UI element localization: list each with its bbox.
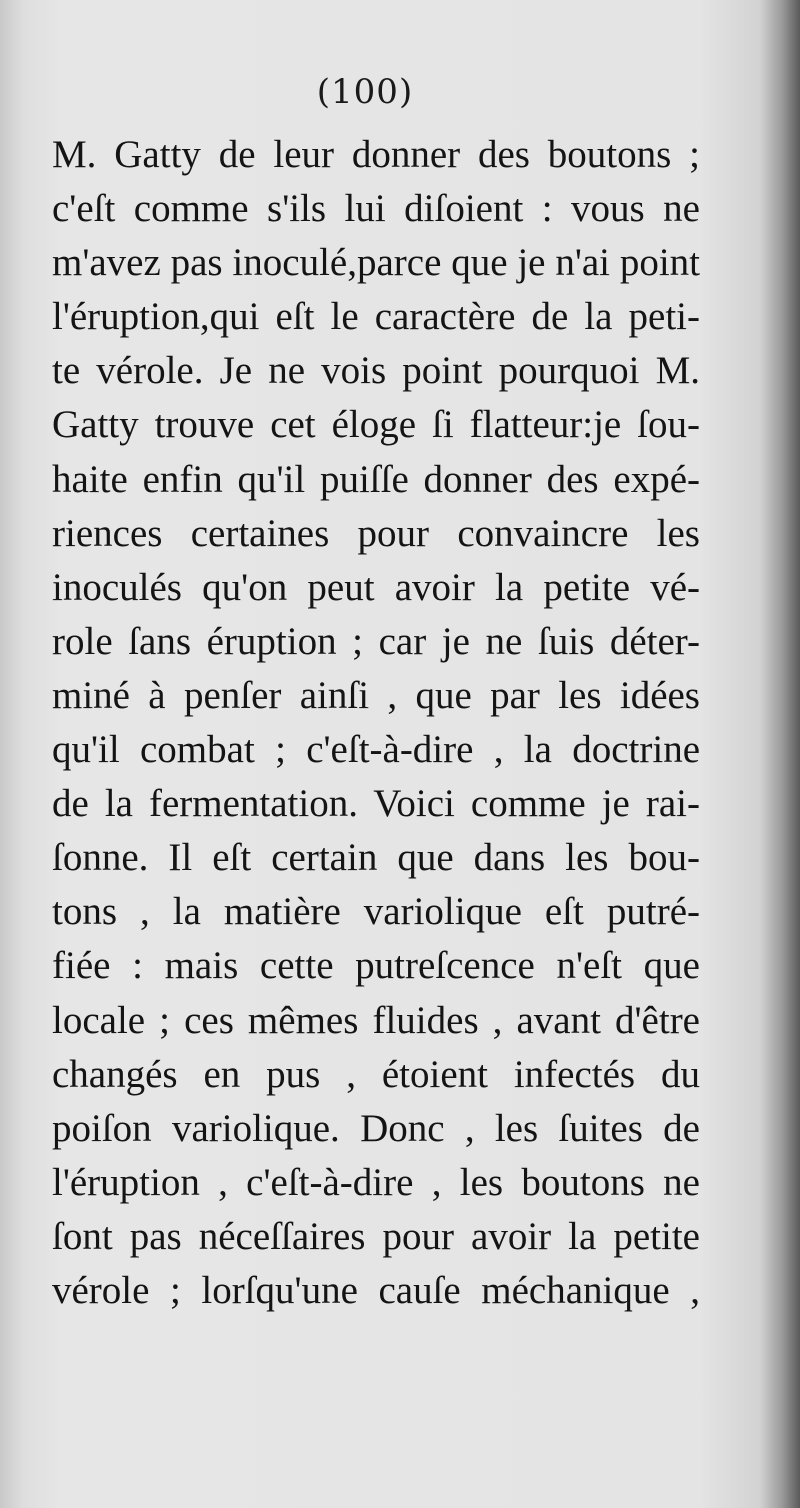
text-line: riences certaines pour convaincre les <box>52 511 700 555</box>
text-line: te vérole. Je ne vois point pourquoi M. <box>52 349 700 393</box>
text-line: tons , la matière variolique eſt putré- <box>52 890 700 934</box>
text-line: poiſon variolique. Donc , les ſuites de <box>52 1106 700 1150</box>
text-line: l'éruption,qui eſt le caractère de la peti- <box>52 295 700 339</box>
text-line: Gatty trouve cet éloge ſi flatteur:je ſou- <box>52 403 700 447</box>
text-line: ſonne. Il eſt certain que dans les bou- <box>52 836 700 880</box>
text-line: de la fermentation. Voici comme je rai- <box>52 782 700 826</box>
text-line: inoculés qu'on peut avoir la petite vé- <box>52 565 700 609</box>
text-line: qu'il combat ; c'eſt-à-dire , la doctrine <box>52 728 700 772</box>
page-number: (100) <box>316 72 414 112</box>
text-line: locale ; ces mêmes fluides , avant d'être <box>52 998 700 1042</box>
text-line: fiée : mais cette putreſcence n'eſt que <box>52 944 700 988</box>
text-line: miné à penſer ainſi , que par les idées <box>52 673 700 717</box>
text-line: role ſans éruption ; car je ne ſuis déter- <box>52 619 700 663</box>
text-line: l'éruption , c'eſt-à-dire , les boutons ne <box>52 1160 700 1204</box>
text-line: haite enfin qu'il puiſſe donner des expé- <box>52 457 700 501</box>
text-line: c'eſt comme s'ils lui diſoient : vous ne <box>52 187 700 231</box>
text-line: vérole ; lorſqu'une cauſe méchanique , <box>52 1268 700 1312</box>
text-line: ſont pas néceſſaires pour avoir la petite <box>52 1214 700 1258</box>
text-line: changés en pus , étoient infectés du <box>52 1052 700 1096</box>
text-line: M. Gatty de leur donner des boutons ; <box>52 133 700 176</box>
text-line: m'avez pas inoculé,parce que je n'ai point <box>52 241 700 285</box>
body-text <box>52 128 700 1318</box>
